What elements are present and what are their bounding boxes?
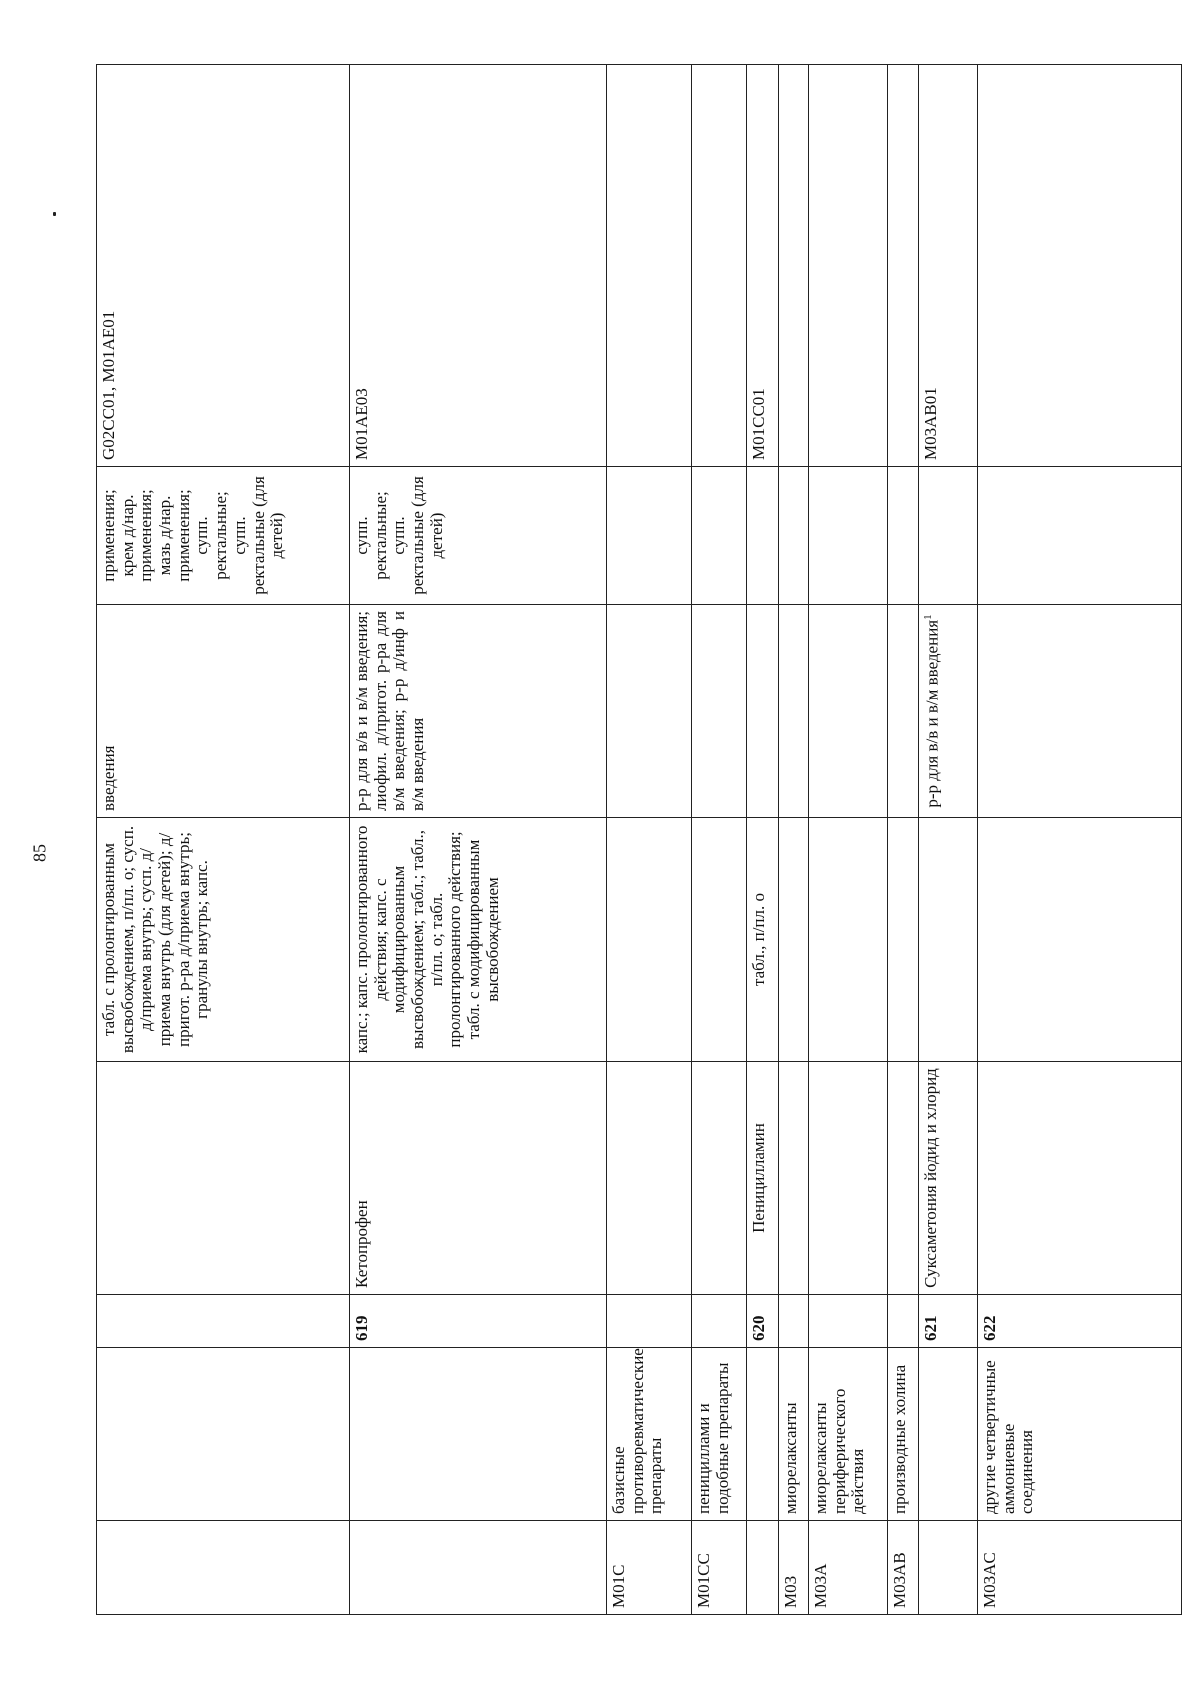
item-number-cell: 622	[978, 1295, 1182, 1348]
atc-full-cell	[692, 65, 747, 467]
item-number-cell	[692, 1295, 747, 1348]
atc-code-cell: M01C	[607, 1521, 692, 1615]
injection-forms-cell	[747, 605, 779, 818]
drug-name-cell	[888, 1062, 919, 1295]
table-row	[888, 65, 919, 1615]
item-number-cell	[779, 1295, 809, 1348]
item-number-cell	[607, 1295, 692, 1348]
item-number-cell	[809, 1295, 888, 1348]
atc-code-cell: M03AB	[888, 1521, 919, 1615]
injection-forms-cell	[607, 605, 692, 818]
item-number-cell: 621	[919, 1295, 978, 1348]
injection-forms-cell	[978, 605, 1182, 818]
item-number-cell: 620	[747, 1295, 779, 1348]
oral-forms-cell	[779, 818, 809, 1062]
item-number-cell	[97, 1295, 350, 1348]
injection-forms-cell	[888, 605, 919, 818]
atc-code-cell: M03AC	[978, 1521, 1182, 1615]
drug-name-cell	[692, 1062, 747, 1295]
oral-forms-cell	[607, 818, 692, 1062]
oral-forms-cell	[809, 818, 888, 1062]
atc-full-cell	[607, 65, 692, 467]
injection-forms-cell	[809, 605, 888, 818]
injection-forms-cell	[779, 605, 809, 818]
drug-name-cell: Пеницилламин	[747, 1062, 779, 1295]
atc-full-cell: M01CC01	[747, 65, 779, 467]
other-forms-cell	[779, 467, 809, 605]
other-forms-cell	[607, 467, 692, 605]
page-number: 85	[29, 844, 50, 862]
scan-speck	[53, 212, 56, 216]
oral-forms-cell: табл., п/пл. о	[747, 818, 779, 1062]
oral-forms-cell	[919, 818, 978, 1062]
atc-code-cell: M03	[779, 1521, 809, 1615]
drug-name-cell	[97, 1062, 350, 1295]
atc-full-cell: M03AB01	[919, 65, 978, 467]
drug-name-cell	[607, 1062, 692, 1295]
atc-code-cell	[919, 1521, 978, 1615]
drug-name-cell	[978, 1062, 1182, 1295]
drug-name-cell	[779, 1062, 809, 1295]
group-cell: базисные противоревматические препараты	[607, 1348, 692, 1521]
table-row	[809, 65, 888, 1615]
atc-code-cell	[350, 1521, 607, 1615]
atc-full-cell	[978, 65, 1182, 467]
table-row	[97, 65, 350, 1615]
injection-forms-cell	[692, 605, 747, 818]
drug-table	[96, 64, 1182, 1615]
table-row	[350, 65, 607, 1615]
item-number-cell	[888, 1295, 919, 1348]
atc-full-cell: G02CC01, M01AE01	[97, 65, 350, 467]
oral-forms-cell	[692, 818, 747, 1062]
table-row	[779, 65, 809, 1615]
group-cell	[919, 1348, 978, 1521]
drug-table-rotated	[96, 65, 1181, 1615]
atc-full-cell: M01AE03	[350, 65, 607, 467]
atc-code-cell: M01CC	[692, 1521, 747, 1615]
group-cell	[747, 1348, 779, 1521]
table-row	[919, 65, 978, 1615]
other-forms-cell	[747, 467, 779, 605]
drug-name-cell: Кетопрофен	[350, 1062, 607, 1295]
atc-full-cell	[779, 65, 809, 467]
atc-code-cell	[97, 1521, 350, 1615]
group-cell	[350, 1348, 607, 1521]
oral-forms-cell	[978, 818, 1182, 1062]
group-cell: производные холина	[888, 1348, 919, 1521]
other-forms-cell	[978, 467, 1182, 605]
injection-forms-cell: введения	[97, 605, 350, 818]
drug-name-cell	[809, 1062, 888, 1295]
other-forms-cell	[809, 467, 888, 605]
atc-full-cell	[809, 65, 888, 467]
group-cell: другие четвертичные аммониевые соединения	[978, 1348, 1182, 1521]
other-forms-cell: супп. ректальные; супп. ректальные (для детей)	[350, 467, 607, 605]
other-forms-cell: применения; крем д/нар. применения; мазь д/нар. применения; супп. ректальные; супп. ректальные (для детей)	[97, 467, 350, 605]
group-cell: миорелаксанты периферического действия	[809, 1348, 888, 1521]
group-cell	[97, 1348, 350, 1521]
injection-forms-cell	[919, 605, 978, 818]
other-forms-cell	[919, 467, 978, 605]
oral-forms-cell: табл. с пролонгированным высвобождением, п/пл. о; сусп. д/приема внутрь; сусп. д/приема внутрь (для детей); д/пригот. р-ра д/приема внутрь; гранулы внутрь; капс.	[97, 818, 350, 1062]
other-forms-cell	[888, 467, 919, 605]
atc-code-cell: M03A	[809, 1521, 888, 1615]
atc-code-cell	[747, 1521, 779, 1615]
other-forms-cell	[692, 467, 747, 605]
footnote-marker: 1	[922, 614, 934, 620]
injection-forms-cell: р-р для в/в и в/м введения; лиофил. д/пригот. р-ра для в/м введения; р-р д/инф и в/м введения	[350, 605, 607, 818]
group-cell: миорелаксанты	[779, 1348, 809, 1521]
table-row	[692, 65, 747, 1615]
table-row	[747, 65, 779, 1615]
table-row	[978, 65, 1182, 1615]
atc-full-cell	[888, 65, 919, 467]
drug-name-cell: Суксаметония йодид и хлорид	[919, 1062, 978, 1295]
oral-forms-cell: капс.; капс. пролонгированного действия; капс. с модифицированным высвобождением; табл.; табл., п/пл. о; табл. пролонгированного действия; табл. с модифицированным высвобождением	[350, 818, 607, 1062]
item-number-cell: 619	[350, 1295, 607, 1348]
group-cell: пенициллами и подобные препараты	[692, 1348, 747, 1521]
injection-forms-text: р-р для в/в и в/м введения	[922, 619, 942, 808]
oral-forms-cell	[888, 818, 919, 1062]
table-row	[607, 65, 692, 1615]
